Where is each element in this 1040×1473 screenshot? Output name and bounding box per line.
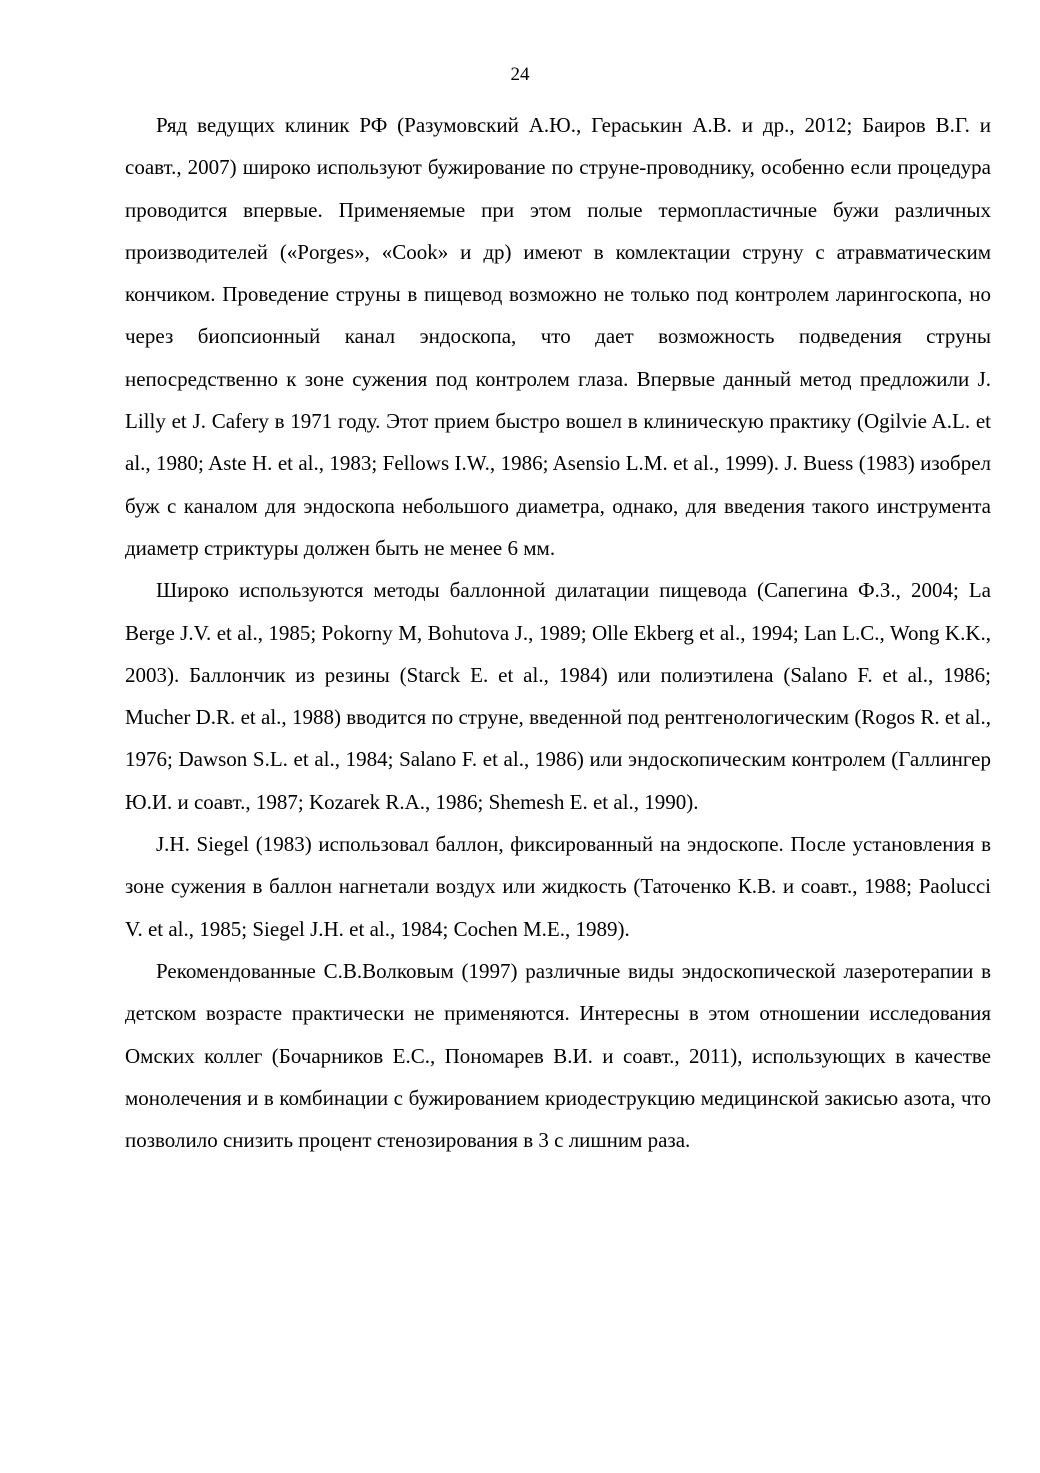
paragraph-laser-cryo: Рекомендованные С.В.Волковым (1997) различные виды эндоскопической лазеротерапии в детском возрасте практически не применяются. Интересны в этом отношении исследования Омских коллег (Бочарников Е.С., Пономарев В.И. и соавт., 2011), использующих в качестве монолечения и в комбинации с бужированием криодеструкцию медицинской закисью азота, что позволило снизить процент стенозирования в 3 с лишним раза. [125,958,991,1153]
text-body [125,104,991,1161]
paragraph-balloon-dilatation: Широко используются методы баллонной дилатации пищевода (Сапегина Ф.З., 2004; La Berge J.V. et al., 1985; Pokorny M, Bohutova J., 1989; Olle Ekberg et al., 1994; Lan L.C., Wong K.K., 2003). Баллончик из резины (Starck E. et al., 1984) или полиэтилена (Salano F. et al., 1986; Mucher D.R. et al., 1988) вводится по струне, введенной под рентгенологическим (Rogos R. et al., 1976; Dawson S.L. et al., 1984; Salano F. et al., 1986) или эндоскопическим контролем (Галлингер Ю.И. и соавт., 1987; Kozarek R.A., 1986; Shemesh E. et al., 1990). [125,578,991,814]
page-number: 24 [510,64,530,85]
paragraph-siegel-balloon: J.H. Siegel (1983) использовал баллон, фиксированный на эндоскопе. После установления в зоне сужения в баллон нагнетали воздух или жидкость (Таточенко К.В. и соавт., 1988; Paolucci V. et al., 1985; Siegel J.H. et al., 1984; Cochen M.E., 1989). [125,832,991,941]
paragraph-bougienage: Ряд ведущих клиник РФ (Разумовский А.Ю., Гераськин А.В. и др., 2012; Баиров В.Г. и соавт., 2007) широко используют бужирование по струне-проводнику, особенно если процедура проводится впервые. Применяемые при этом полые термопластичные бужи различных производителей («Porges», «Cook» и др) имеют в комлектации струну с атравматическим кончиком. Проведение струны в пищевод возможно не только под контролем ларингоскопа, но через биопсионный канал эндоскопа, что дает возможность подведения струны непосредственно к зоне сужения под контролем глаза. Впервые данный метод предложили J. Lilly et J. Cafery в 1971 году. Этот прием быстро вошел в клиническую практику (Ogilvie A.L. et al., 1980; Aste H. et al., 1983; Fellows I.W., 1986; Asensio L.M. et al., 1999). J. Buess (1983) изобрел буж с каналом для эндоскопа небольшого диаметра, однако, для введения такого инструмента диаметр стриктуры должен быть не менее 6 мм. [125,113,991,560]
